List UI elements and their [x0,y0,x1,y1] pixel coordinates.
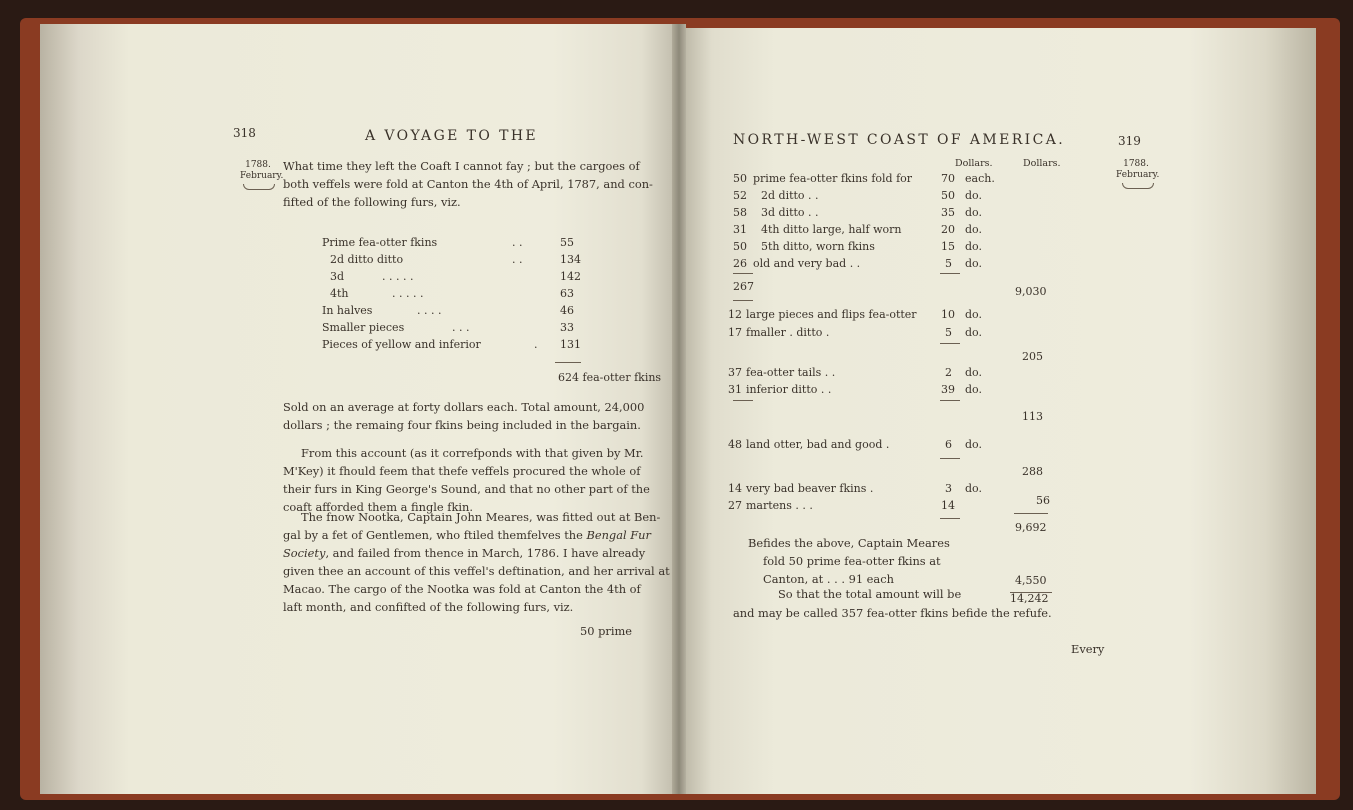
fur-label: 3d [330,270,345,283]
sale-qty: 50 [733,172,747,185]
text-line: The fnow Nootka, Captain John Meares, was fitted out at Ben- [301,510,661,524]
sale-price: 5 [945,326,952,339]
sum-rule [733,273,753,274]
text-span: gal by a fet of Gentlemen, who ftiled themfelves the [283,528,587,542]
text-line: What time they left the Coaft I cannot fay ; but the cargoes of [283,159,640,173]
sale-price: 6 [945,438,952,451]
fur-count: 63 [560,287,574,300]
sale-desc: 5th ditto, worn fkins [761,240,875,253]
sum1-qty: 267 [733,280,754,293]
sum1-total: 9,030 [1015,285,1047,298]
text-line: coaft afforded them a fingle fkin. [283,500,474,514]
left-paragraph-1 [283,157,653,211]
sales-table-block-3 [728,366,1058,400]
left-paragraph-2 [283,398,644,434]
fur-label: 4th [330,287,349,300]
sale-row [733,206,1063,223]
fur-dots: . . . [452,321,470,334]
subtotal: 9,692 [1015,521,1047,534]
sale-price: 39 [941,383,955,396]
text-line: From this account (as it correfponds with that given by Mr. [301,446,644,460]
sale-desc: prime fea-otter fkins fold for [753,172,913,185]
margin-year: 1788. [245,160,271,170]
left-margin-date [240,160,284,182]
sale-price: 5 [945,257,952,270]
fur-row [322,287,582,304]
dollars-column-header: Dollars. [1023,158,1061,169]
fur-label: In halves [322,304,373,317]
final-line: and may be called 357 fea-otter fkins befide the refufe. [733,606,1052,620]
sale-row-land-otter [728,438,1058,455]
sales-table-block-2 [728,308,1058,344]
left-paragraph-3 [283,444,650,516]
text-line: laft month, and confifted of the following furs, viz. [283,600,574,614]
sum4-total: 288 [1022,465,1043,478]
sale-price: 14 [941,499,955,512]
sum-rule [733,300,753,301]
sale-desc: 4th ditto large, half worn [761,223,902,236]
margin-year: 1788. [1123,159,1149,169]
right-page-number: 319 [1118,134,1141,148]
italic-society-word: Society [283,546,326,560]
sale-desc: fea-otter tails . . [746,366,836,379]
sum-rule [940,400,960,401]
right-margin-date [1116,159,1160,181]
sale-row [728,499,1058,516]
text-line: Canton, at . . . 91 each [763,572,894,586]
right-catchword: Every [1071,642,1105,656]
text-line: their furs in King George's Sound, and that no other part of the [283,482,650,496]
sale-qty: 31 [733,223,747,236]
fur-count: 33 [560,321,574,334]
sale-price: 2 [945,366,952,379]
sale-unit: each. [965,172,995,185]
sale-desc: fmaller . ditto . [746,326,830,339]
sale-price: 10 [941,308,955,321]
sum-rule [733,400,753,401]
left-catchword: 50 prime [580,624,633,638]
book-gutter [672,24,686,794]
margin-brace [1122,183,1154,189]
text-line: M'Key) it fhould feem that thefe veffels procured the whole of [283,464,641,478]
sale-qty: 52 [733,189,747,202]
sales-table-block-5 [728,482,1058,516]
fur-count: 46 [560,304,574,317]
dollars-column-header: Dollars. [955,158,993,169]
text-line: Macao. The cargo of the Nootka was fold at Canton the 4th of [283,582,641,596]
sale-desc: 2d ditto . . [761,189,819,202]
sale-qty: 26 [733,257,747,270]
sale-unit: do. [965,206,982,219]
sales-table-block-1 [733,172,1063,274]
fur-label: Prime fea-otter fkins [322,236,438,249]
sale-qty: 27 [728,499,742,512]
besides-total: 4,550 [1015,574,1047,587]
sale-qty: 37 [728,366,742,379]
furs-list [322,236,582,355]
sale-qty: 50 [733,240,747,253]
sale-row [733,257,1063,274]
sum-rule [940,458,960,459]
sale-desc: large pieces and flips fea-otter [746,308,917,321]
sale-unit: do. [965,240,982,253]
sale-unit: do. [965,326,982,339]
text-line: given thee an account of this veffel's deftination, and her arrival at [283,564,670,578]
grand-total: 14,242 [1010,592,1049,605]
left-paragraph-4 [283,508,670,616]
text-span: , and failed from thence in March, 1786. I have already [325,546,646,560]
sale-qty: 58 [733,206,747,219]
total-line: So that the total amount will be [778,587,962,601]
sale-price: 20 [941,223,955,236]
sale-desc: land otter, bad and good . [746,438,890,451]
besides-paragraph [748,534,950,588]
sale-row [728,366,1058,383]
furs-total: 624 fea-otter fkins [558,371,662,384]
fur-label: Smaller pieces [322,321,405,334]
sale-row [733,189,1063,206]
sale-price: 3 [945,482,952,495]
fur-count: 131 [560,338,581,351]
text-line: Befides the above, Captain Meares [748,536,950,550]
sum-rule [940,343,960,344]
sale-price: 35 [941,206,955,219]
sale-row [728,326,1058,344]
sale-qty: 14 [728,482,742,495]
fur-count: 134 [560,253,581,266]
sum-rule [940,273,960,274]
sale-row [728,482,1058,499]
fur-label: 2d ditto ditto [330,253,404,266]
sum-rule [555,362,581,363]
text-line: both veffels were fold at Canton the 4th of April, 1787, and con- [283,177,653,191]
fur-row [322,270,582,287]
text-line [283,544,670,562]
fur-count: 55 [560,236,574,249]
text-line: fold 50 prime fea-otter fkins at [763,554,941,568]
sale-price: 15 [941,240,955,253]
sale-unit: do. [965,308,982,321]
sum-rule [940,518,960,519]
text-line: dollars ; the remaing four fkins being included in the bargain. [283,418,641,432]
fur-count: 142 [560,270,581,283]
fur-row [322,338,582,355]
sale-desc: martens . . . [746,499,813,512]
margin-month: February. [1116,170,1160,180]
fur-row [322,321,582,338]
text-line: fifted of the following furs, viz. [283,195,461,209]
fur-dots: . . . . [417,304,442,317]
fur-dots: . . . . . [382,270,414,283]
sale-row [728,383,1058,400]
text-line: Sold on an average at forty dollars each. Total amount, 24,000 [283,400,645,414]
fur-dots: . . . . . [392,287,424,300]
sale-qty: 17 [728,326,742,339]
sale-row [733,240,1063,257]
fur-row [322,236,582,253]
sale-unit: do. [965,482,982,495]
sale-qty: 31 [728,383,742,396]
left-running-head: A VOYAGE TO THE [365,128,539,144]
sale-unit: do. [965,383,982,396]
sale-row [733,223,1063,240]
sale-desc: inferior ditto . . [746,383,832,396]
fur-dots: . . [512,253,523,266]
sale-row [728,308,1058,326]
sale-unit: do. [965,257,982,270]
sum2-total: 205 [1022,350,1043,363]
sum3-total: 113 [1022,410,1043,423]
margin-month: February. [240,171,284,181]
right-running-head: NORTH-WEST COAST OF AMERICA. [733,132,1066,148]
sum5-total: 56 [1036,494,1050,507]
sale-price: 50 [941,189,955,202]
sale-unit: do. [965,223,982,236]
text-line [283,526,670,544]
sale-row [733,172,1063,189]
fur-dots: . [534,338,538,351]
sale-qty: 12 [728,308,742,321]
sale-desc: old and very bad . . [753,257,861,270]
left-page-number: 318 [233,126,256,140]
sum-rule [1014,513,1048,514]
margin-brace [243,184,275,190]
sale-unit: do. [965,438,982,451]
sale-desc: 3d ditto . . [761,206,819,219]
fur-row [322,253,582,270]
fur-label: Pieces of yellow and inferior [322,338,481,351]
sale-unit: do. [965,366,982,379]
italic-society-name: Bengal Fur [586,528,651,542]
sale-qty: 48 [728,438,742,451]
sale-price: 70 [941,172,955,185]
fur-dots: . . [512,236,523,249]
sale-desc: very bad beaver fkins . [746,482,874,495]
sale-unit: do. [965,189,982,202]
fur-row [322,304,582,321]
